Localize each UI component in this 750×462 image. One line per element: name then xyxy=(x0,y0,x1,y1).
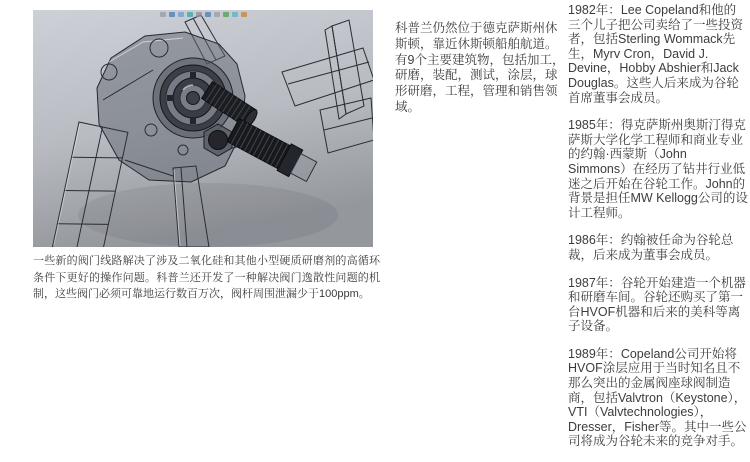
toolbar-mini-icon xyxy=(178,12,184,17)
valve-cad-image xyxy=(33,10,373,247)
timeline-text: Lee Copeland和他的三个儿子把公司卖给了一些投资者，包括Sterling Wommack先生，Myrv Cron，David J. Devine，Hobby Abshier和Jack Douglas。这些人后来成为谷轮首席董事会成员。 xyxy=(568,3,744,105)
toolbar-mini-icon xyxy=(214,12,220,17)
intro-paragraph: 科普兰仍然位于德克萨斯州休斯顿，靠近休斯顿船舶航道。有9个主要建筑物，包括加工，研磨，装配，测试，涂层，球形研磨，工程，管理和销售领域。 xyxy=(395,21,565,114)
toolbar-mini-icon xyxy=(241,12,247,17)
timeline-entry-1985 xyxy=(568,118,748,220)
figure-caption: 一些新的阀门线路解决了涉及二氧化硅和其他小型硬质研磨剂的高循环条件下更好的操作问题。科普兰还开发了一种解决阀门逸散性问题的机制，这些阀门必须可靠地运行数百万次，阀杆周围泄漏少于100ppm。 xyxy=(33,255,380,300)
toolbar-mini-icon xyxy=(223,12,229,17)
toolbar-mini-icon xyxy=(205,12,211,17)
timeline-year: 1986年： xyxy=(568,233,621,248)
timeline-entry-1982 xyxy=(568,3,748,105)
timeline-entry-1987 xyxy=(568,276,748,334)
timeline-entry-1989 xyxy=(568,347,748,449)
valve-3d-render xyxy=(33,10,373,247)
timeline-column xyxy=(568,0,748,462)
timeline-text: 得克萨斯州奥斯汀得克萨斯大学化学工程师和商业专业的约翰·西蒙斯（John Simmons）在经历了钻井行业低迷之后开始在谷轮工作。John的背景是担任MW Kellogg公司的设计工程师。 xyxy=(568,118,748,220)
toolbar-mini-icon xyxy=(169,12,175,17)
toolbar-mini-icon xyxy=(196,12,202,17)
timeline-text: 约翰被任命为谷轮总裁，后来成为董事会成员。 xyxy=(568,233,734,262)
toolbar-mini-icon xyxy=(232,12,238,17)
timeline-year: 1987年： xyxy=(568,275,621,290)
timeline-text: Copeland公司开始将HVOF涂层应用于当时知名且不那么突出的金属阀座球阀制造商，包括Valvtron（Keystone），VTI（Valvtechnologies），Dresser，Fisher等。其中一些公司将成为谷轮未来的竞争对手。 xyxy=(568,346,747,449)
toolbar-mini-icon xyxy=(187,12,193,17)
timeline-year: 1985年： xyxy=(568,118,621,133)
timeline-year: 1982年： xyxy=(568,3,621,17)
timeline-year: 1989年： xyxy=(568,346,621,361)
timeline-text: 谷轮开始建造一个机器和研磨车间。谷轮还购买了第一台HVOF机器和后来的美科等离子设备。 xyxy=(568,275,746,334)
timeline-entry-1986 xyxy=(568,233,748,262)
cad-mini-toolbar xyxy=(160,12,247,17)
toolbar-mini-icon xyxy=(160,12,166,17)
